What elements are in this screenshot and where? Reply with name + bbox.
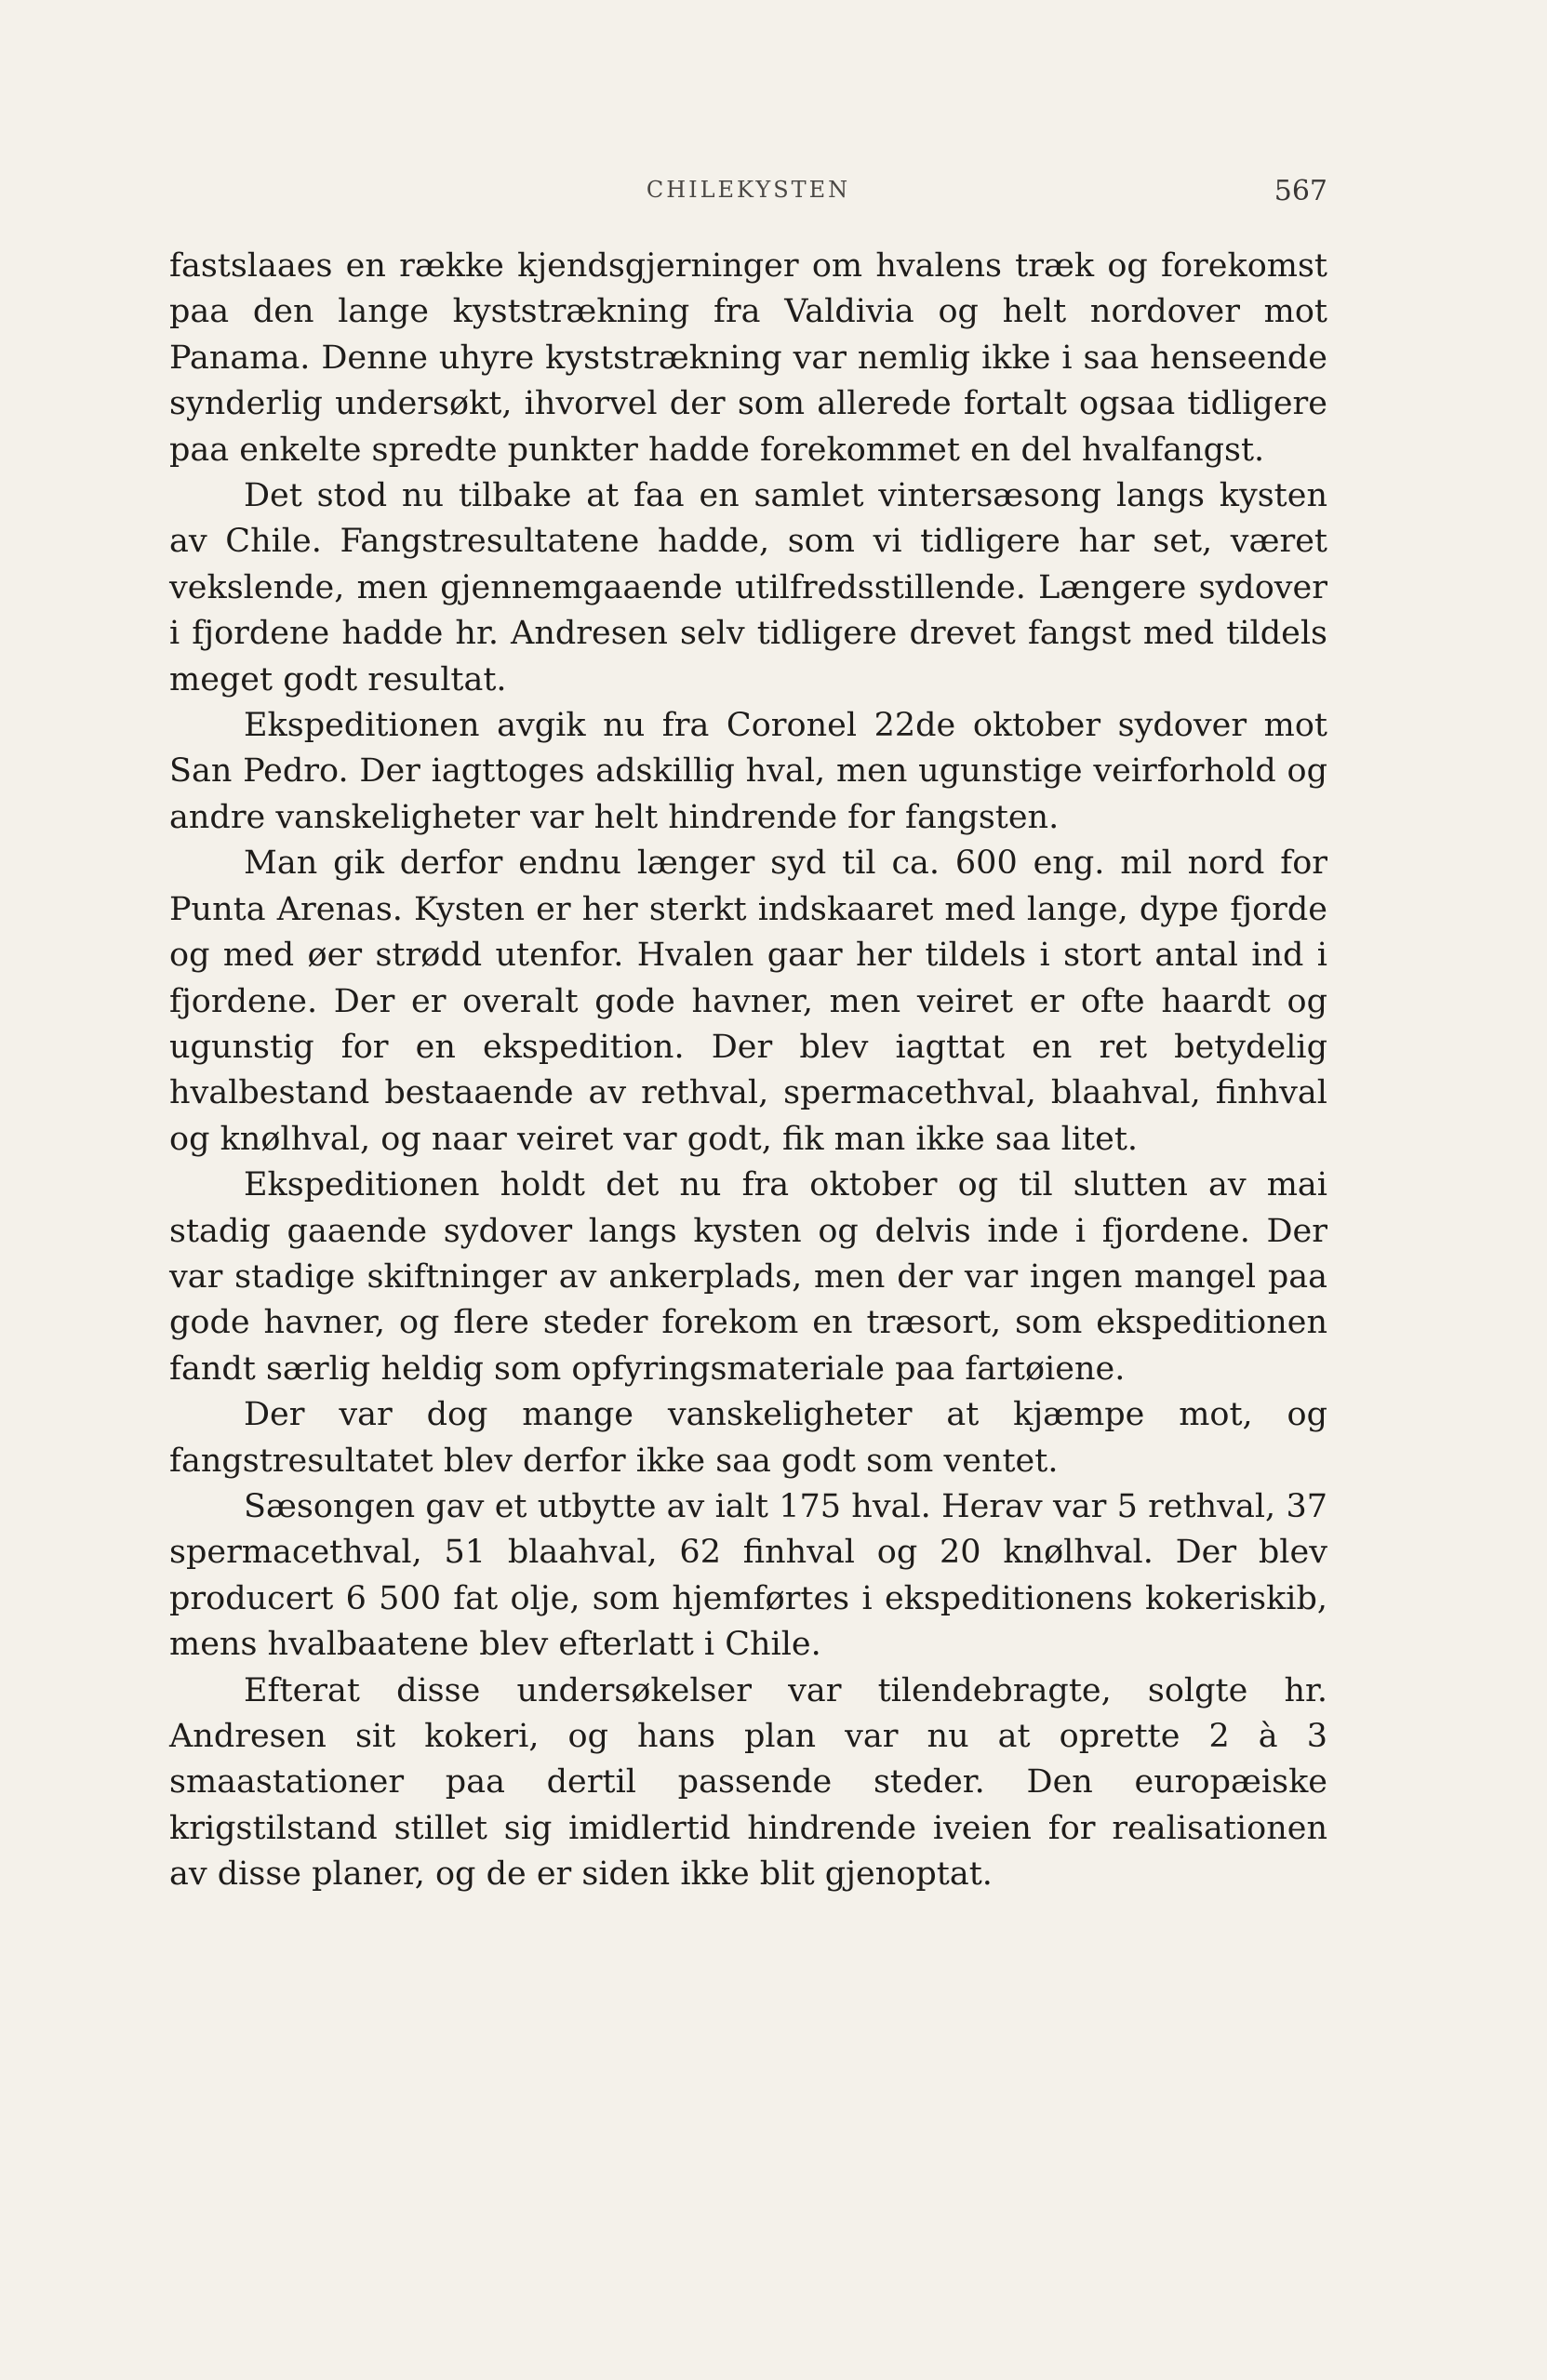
running-head: CHILEKYSTEN [646, 177, 851, 203]
paragraph-7: Sæsongen gav et utbytte av ialt 175 hval. Herav var 5 rethval, 37 spermacethval, 51 blaahval, 62 finhval og 20 knølhval. Der blev producert 6 500 fat olje, som hjemførtes i ekspeditionens kokeriskib, mens hvalbaatene blev efterlatt i Chile. [169, 1487, 1327, 1664]
paragraph-3: Ekspeditionen avgik nu fra Coronel 22de oktober sydover mot San Pedro. Der iagttoges adskillig hval, men ugunstige veirforhold og andre vanskeligheter var helt hindrende for fangsten. [169, 707, 1327, 836]
paragraph-8: Efterat disse undersøkelser var tilendebragte, solgte hr. Andresen sit kokeri, og hans plan var nu at oprette 2 à 3 smaastationer paa dertil passende steder. Den europæiske krigstilstand stillet sig imidlertid hindrende iveien for realisationen av disse planer, og de er siden ikke blit gjenoptat. [169, 1671, 1327, 1894]
paragraph-6: Der var dog mange vanskeligheter at kjæmpe mot, og fangstresultatet blev derfor ikke saa godt som ventet. [169, 1396, 1327, 1480]
paragraph-2: Det stod nu tilbake at faa en samlet vintersæsong langs kysten av Chile. Fangstresultatene hadde, som vi tidligere har set, været vekslende, men gjennemgaaende utilfredsstillende. Længere sydover i fjordene hadde hr. Andresen selv tidligere drevet fangst med tildels meget godt resultat. [169, 477, 1327, 698]
body-text [169, 244, 1327, 1898]
page-header [169, 177, 1327, 223]
paragraph-1: fastslaaes en række kjendsgjerninger om hvalens træk og forekomst paa den lange kyststrækning fra Valdivia og helt nordover mot Panama. Denne uhyre kyststrækning var nemlig ikke i saa henseende synderlig undersøkt, ihvorvel der som allerede fortalt ogsaa tidligere paa enkelte spredte punkter hadde forekommet en del hvalfangst. [169, 247, 1327, 469]
paragraph-5: Ekspeditionen holdt det nu fra oktober og til slutten av mai stadig gaaende sydover langs kysten og delvis inde i fjordene. Der var stadige skiftninger av ankerplads, men der var ingen mangel paa gode havner, og flere steder forekom en træsort, som ekspeditionen fandt særlig heldig som opfyringsmateriale paa fartøiene. [169, 1166, 1327, 1388]
paragraph-4: Man gik derfor endnu længer syd til ca. 600 eng. mil nord for Punta Arenas. Kysten er her sterkt indskaaret med lange, dype fjorde og med øer strødd utenfor. Hvalen gaar her tildels i stort antal ind i fjordene. Der er overalt gode havner, men veiret er ofte haardt og ugunstig for en ekspedition. Der blev iagttat en ret betydelig hvalbestand bestaaende av rethval, spermacethval, blaahval, finhval og knølhval, og naar veiret var godt, fik man ikke saa litet. [169, 844, 1327, 1158]
page-number: 567 [1274, 175, 1327, 207]
